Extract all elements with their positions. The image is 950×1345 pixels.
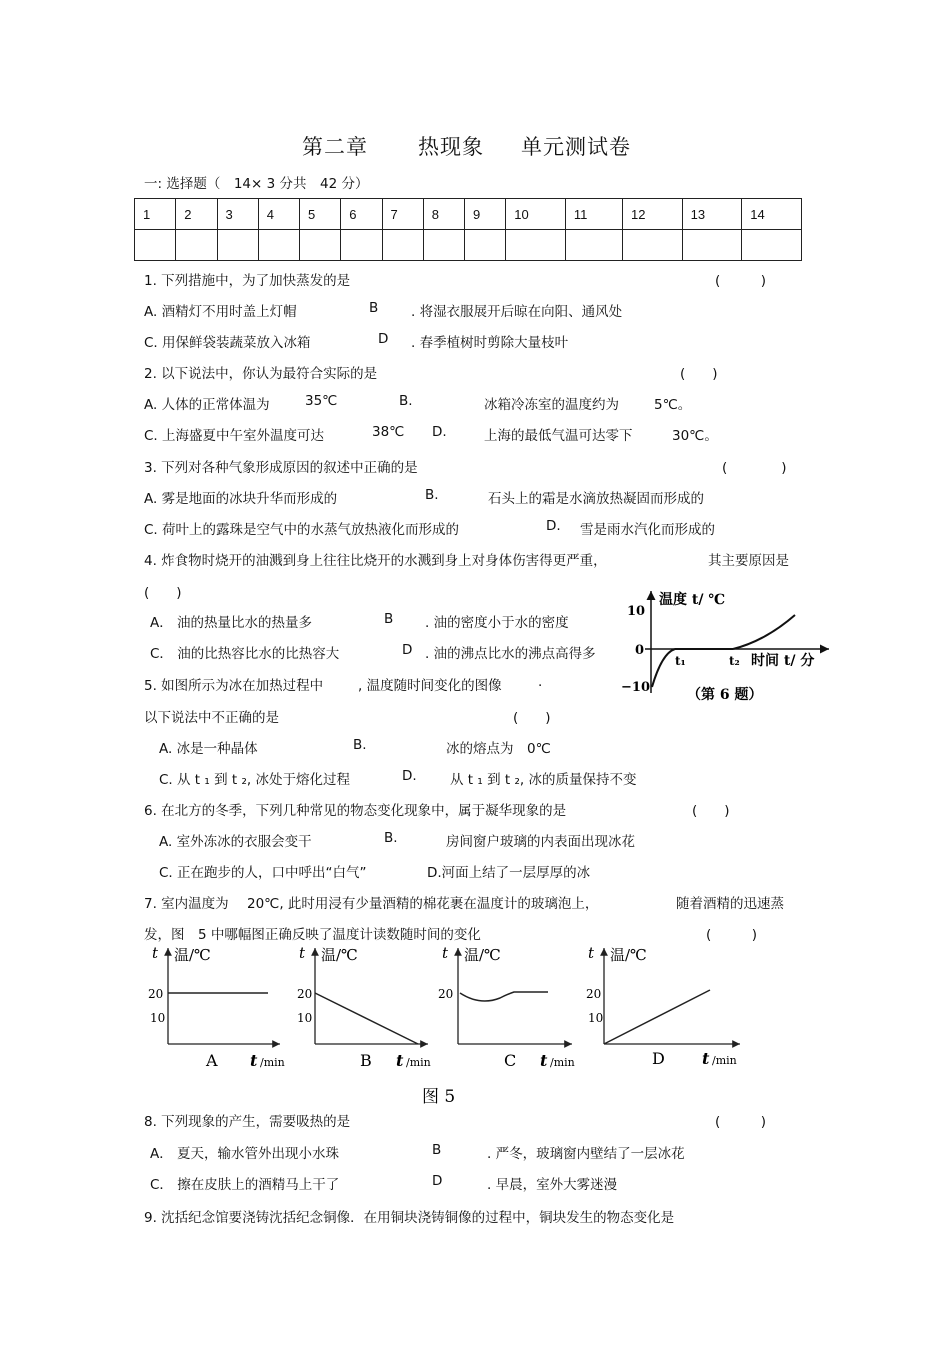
q2-option-c-value: 38℃ [372,424,405,440]
q5-stem-dot: . [538,674,543,690]
figure5-a-ylabel: 温/℃ [174,946,211,964]
figure5-d-line [604,990,710,1044]
answer-cell[interactable] [682,230,742,261]
q4-option-c: C． 油的比热容比水的比热容大 [150,646,340,662]
answer-blank-row [135,230,802,261]
q6-option-b-letter: B. [384,830,398,846]
q8-option-d-letter: D [432,1173,443,1189]
q7-stem-line1b: 20℃, 此时用浸有少量酒精的棉花裹在温度计的玻璃泡上， [247,896,599,912]
q3-option-a: A. 雾是地面的冰块升华而形成的 [144,491,338,507]
answer-number: 2 [176,199,217,230]
q3-paren: ( ) [722,460,787,476]
answer-cell[interactable] [565,230,622,261]
answer-cell[interactable] [135,230,176,261]
figure5-c-tick20: 20 [438,987,454,1001]
q4-paren: ( ) [144,585,182,601]
q5-option-a: A. 冰是一种晶体 [159,741,258,757]
q5-option-b: 冰的熔点为 0℃ [446,741,551,757]
figure5-b-xt: t [396,1051,404,1070]
answer-cell[interactable] [258,230,299,261]
figure6-ylabel: 温度 t/ ℃ [659,592,726,608]
figure5-c-line [460,992,548,1001]
figure5-a-xunit: /min [260,1056,285,1069]
q6-stem: 6. 在北方的冬季，下列几种常见的物态变化现象中，属于凝华现象的是 [144,803,567,819]
answer-number: 5 [300,199,341,230]
q1-option-c: C. 用保鲜袋装蔬菜放入冰箱 [144,335,311,351]
figure5-d-t: t [588,944,595,962]
answer-cell[interactable] [742,230,802,261]
figure6-liquid-curve [733,615,795,649]
figure6-tick-0: 0 [635,643,645,658]
q4-option-d-letter: D [402,642,413,658]
figure6-tick-minus10: −10 [621,680,650,695]
figure6-caption: （第 6 题） [687,687,763,703]
figure5-a-label: A [206,1051,218,1070]
answer-number: 14 [742,199,802,230]
q3-option-b-letter: B. [425,487,439,503]
answer-number: 8 [423,199,464,230]
q8-option-b: . 严冬，玻璃窗内壁结了一层冰花 [487,1146,685,1162]
figure5-d-tick10: 10 [588,1011,604,1025]
answer-number: 4 [258,199,299,230]
figure5-a-tick10: 10 [150,1011,166,1025]
figure5-d-xt: t [702,1049,710,1068]
figure5-a-xt: t [250,1051,258,1070]
q1-paren: ( ) [715,273,767,289]
figure5-graph-d [586,944,740,1068]
q3-option-d: 雪是雨水汽化而形成的 [580,522,715,538]
q2-option-c: C. 上海盛夏中午室外温度可达 [144,428,325,444]
q2-paren: ( ) [680,366,718,382]
q1-option-b: . 将湿衣服展开后晾在向阳、通风处 [411,304,623,320]
figure5-b-label: B [360,1051,372,1070]
q8-option-c: C． 擦在皮肤上的酒精马上干了 [150,1177,340,1193]
title-topic: 热现象 [418,135,484,159]
figure5-b-xunit: /min [406,1056,431,1069]
q3-option-d-letter: D. [546,518,561,534]
q2-option-d: 上海的最低气温可达零下 [484,428,633,444]
answer-number: 3 [217,199,258,230]
answer-number: 12 [623,199,683,230]
q7-stem-line1c: 随着酒精的迅速蒸 [676,896,784,912]
answer-number: 11 [565,199,622,230]
q2-option-d-letter: D. [432,424,447,440]
answer-number: 13 [682,199,742,230]
q4-option-a: A． 油的热量比水的热量多 [150,615,313,631]
q6-paren: ( ) [692,803,730,819]
answer-number: 6 [341,199,382,230]
q2-option-b: 冰箱冷冻室的温度约为 [484,397,619,413]
q5-stem-line1: 5. 如图所示为冰在加热过程中 [144,678,324,694]
figure5-c-xt: t [540,1051,548,1070]
q8-paren: ( ) [715,1114,767,1130]
figure6-t1: t₁ [675,654,686,668]
section-heading: 一: 选择题（ 14× 3 分共 42 分） [144,176,369,192]
answer-cell[interactable] [465,230,506,261]
q5-stem-line1b: , 温度随时间变化的图像 [358,678,502,694]
q7-stem-line2: 发，图 5 中哪幅图正确反映了温度计读数随时间的变化 [144,927,481,943]
q5-stem-line2: 以下说法中不正确的是 [144,710,279,726]
figure6-graph [615,583,835,708]
q4-option-b-letter: B [384,611,394,627]
figure5-c-ylabel: 温/℃ [464,946,501,964]
figure5-b-t: t [299,944,306,962]
q2-option-b-letter: B. [399,393,413,409]
q1-option-a: A. 酒精灯不用时盖上灯帽 [144,304,297,320]
answer-cell[interactable] [623,230,683,261]
q3-option-c: C. 荷叶上的露珠是空气中的水蒸气放热液化而形成的 [144,522,460,538]
figure5-graph-b [297,944,431,1070]
figure5-b-line [315,993,418,1044]
q6-option-d: D.河面上结了一层厚厚的冰 [427,865,591,881]
figure5-graph-c [438,944,575,1070]
figure5-c-xunit: /min [550,1056,575,1069]
q1-option-b-letter: B [369,300,379,316]
q5-option-c: C. 从 t ₁ 到 t ₂, 冰处于熔化过程 [159,772,350,788]
answer-number: 9 [465,199,506,230]
q4-stem-line1-end: 其主要原因是 [708,553,789,569]
answer-number: 1 [135,199,176,230]
q8-option-b-letter: B [432,1142,442,1158]
answer-table [134,198,802,261]
title-test: 单元测试卷 [521,135,631,159]
figure5-d-label: D [652,1049,665,1068]
answer-number-row [135,199,802,230]
q4-option-d: . 油的沸点比水的沸点高得多 [425,646,596,662]
figure5-caption: 图 5 [422,1087,456,1107]
q2-option-b-value: 5℃。 [654,397,692,413]
figure5-d-tick20: 20 [586,987,602,1001]
answer-cell[interactable] [217,230,258,261]
q8-option-a: A． 夏天，输水管外出现小水珠 [150,1146,340,1162]
q2-option-a: A. 人体的正常体温为 [144,397,270,413]
title-chapter: 第二章 [302,135,368,159]
figure6-heating-curve [652,649,675,687]
q5-option-d: 从 t ₁ 到 t ₂, 冰的质量保持不变 [450,772,637,788]
figure6-tick-10: 10 [627,604,646,619]
answer-number: 10 [506,199,566,230]
answer-cell[interactable] [300,230,341,261]
figure5-b-tick20: 20 [297,987,313,1001]
q3-stem: 3. 下列对各种气象形成原因的叙述中正确的是 [144,460,418,476]
figure5-d-ylabel: 温/℃ [610,946,647,964]
q7-stem-line1a: 7. 室内温度为 [144,896,229,912]
answer-number: 7 [382,199,423,230]
q6-option-c: C. 正在跑步的人，口中呼出“白气” [159,865,367,881]
q4-option-b: . 油的密度小于水的密度 [425,615,569,631]
q9-stem: 9. 沈括纪念馆要浇铸沈括纪念铜像．在用铜块浇铸铜像的过程中，铜块发生的物态变化是 [144,1210,675,1226]
figure5-a-tick20: 20 [148,987,164,1001]
figure6-xlabel: 时间 t/ 分 [751,653,815,669]
figure6-t2: t₂ [729,654,740,668]
figure5-c-label: C [504,1051,517,1070]
q2-stem: 2. 以下说法中，你认为最符合实际的是 [144,366,378,382]
answer-cell[interactable] [382,230,423,261]
answer-cell[interactable] [423,230,464,261]
q8-option-d: . 早晨，室外大雾迷漫 [487,1177,618,1193]
figure5-a-t: t [152,944,159,962]
q6-option-a: A. 室外冻冰的衣服会变干 [159,834,312,850]
q8-stem: 8. 下列现象的产生，需要吸热的是 [144,1114,351,1130]
q5-option-d-letter: D. [402,768,417,784]
q3-option-b: 石头上的霜是水滴放热凝固而形成的 [488,491,704,507]
q1-option-d: . 春季植树时剪除大量枝叶 [411,335,569,351]
q6-option-b: 房间窗户玻璃的内表面出现冰花 [446,834,635,850]
figure5-d-xunit: /min [712,1054,737,1067]
q5-paren: ( ) [513,710,551,726]
figure5-graph-a [148,944,285,1070]
figure5-c-t: t [442,944,449,962]
figure5-b-tick10: 10 [297,1011,313,1025]
q7-paren: ( ) [706,927,758,943]
q2-option-d-value: 30℃。 [672,428,718,444]
q2-option-a-value: 35℃ [305,393,338,409]
figure5 [140,940,750,1110]
q4-stem-line1: 4. 炸食物时烧开的油溅到身上往往比烧开的水溅到身上对身体伤害得更严重， [144,553,607,569]
answer-cell[interactable] [176,230,217,261]
answer-cell[interactable] [341,230,382,261]
q5-option-b-letter: B. [353,737,367,753]
figure5-b-ylabel: 温/℃ [321,946,358,964]
q1-stem: 1. 下列措施中，为了加快蒸发的是 [144,273,351,289]
q1-option-d-letter: D [378,331,389,347]
answer-cell[interactable] [506,230,566,261]
